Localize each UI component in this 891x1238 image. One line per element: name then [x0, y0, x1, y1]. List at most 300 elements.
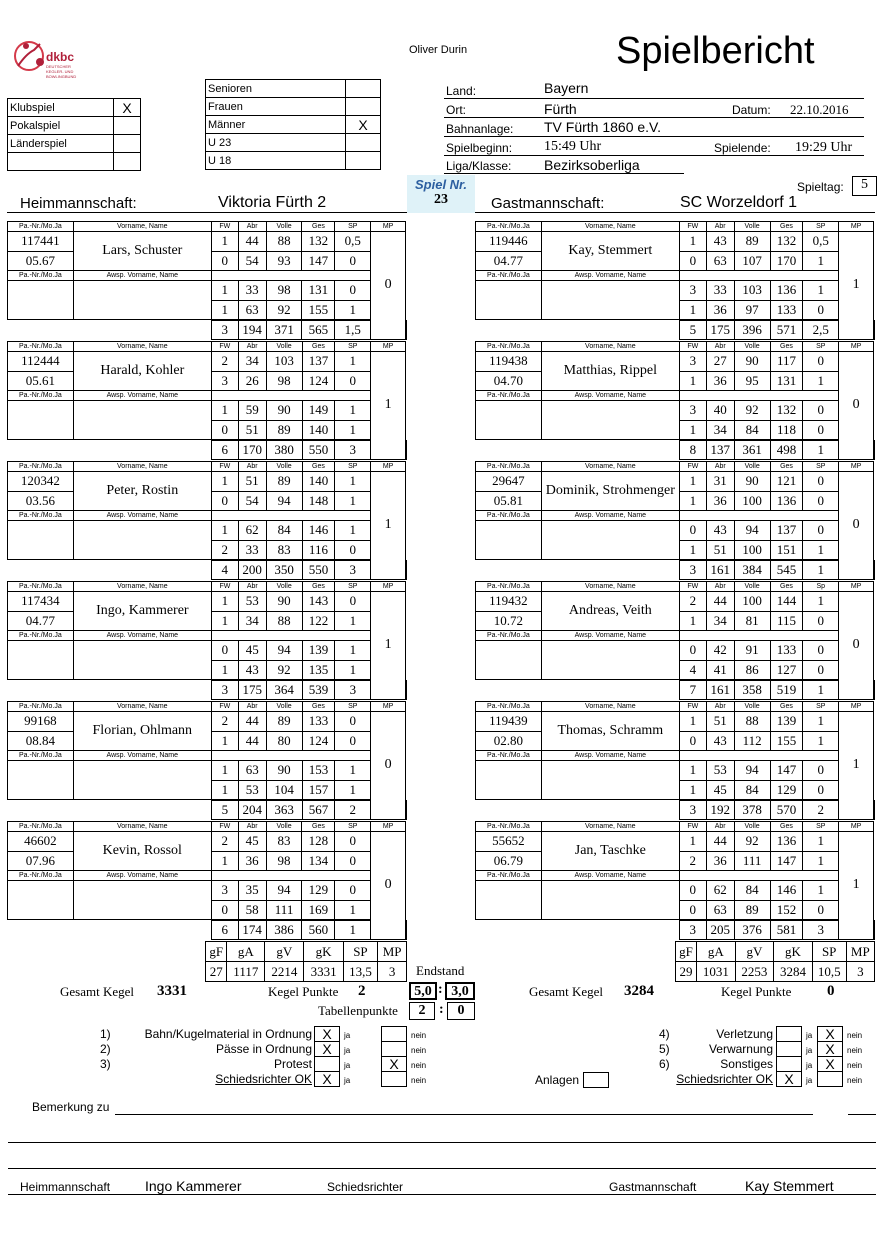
blank	[541, 560, 679, 580]
blank	[679, 751, 838, 761]
blank	[211, 631, 370, 641]
abr-value: 43	[238, 660, 266, 680]
birth-date: 07.96	[8, 851, 74, 871]
name-header: Vorname, Name	[541, 222, 679, 232]
volle-value: 103	[266, 352, 302, 372]
ges-value: 147	[770, 851, 803, 871]
player-name: Kay, Stemmert	[541, 232, 679, 271]
away-kp-label: Kegel Punkte	[721, 984, 792, 999]
fw-value: 1	[679, 300, 706, 320]
remark-line	[8, 1168, 876, 1169]
fw-header: FW	[211, 702, 238, 712]
category-label: Frauen	[206, 98, 346, 116]
pass-header: Pa.-Nr./Mo.Ja	[476, 271, 542, 281]
blank	[679, 511, 838, 521]
pass-header: Pa.-Nr./Mo.Ja	[476, 871, 542, 881]
totals-value: 3	[378, 962, 407, 982]
total-sp: 1	[335, 920, 371, 940]
blank	[476, 641, 542, 680]
totals-header: SP	[343, 942, 378, 962]
pass-header: Pa.-Nr./Mo.Ja	[8, 342, 74, 352]
total-volle: 371	[266, 320, 302, 340]
blank	[541, 881, 679, 920]
fw-value: 1	[679, 832, 706, 852]
volle-value: 100	[734, 592, 770, 612]
ort-value: Fürth	[544, 101, 577, 117]
blank	[8, 761, 74, 800]
ges-value: 132	[302, 232, 335, 252]
mp-value: 0	[839, 592, 874, 700]
sp-value: 1	[803, 881, 839, 901]
sp-header: SP	[803, 342, 839, 352]
logo-icon	[12, 36, 48, 74]
abr-value: 63	[706, 251, 734, 271]
check-no-box[interactable]: X	[381, 1056, 407, 1072]
blank	[476, 761, 542, 800]
totals-header: gA	[697, 942, 736, 962]
volle-value: 98	[266, 851, 302, 871]
ges-value: 153	[302, 761, 335, 781]
fw-value: 1	[211, 592, 238, 612]
away-team-name: SC Worzeldorf 1	[680, 194, 798, 211]
total-abr: 175	[238, 680, 266, 700]
check-no-box[interactable]	[381, 1071, 407, 1087]
pass-header: Pa.-Nr./Mo.Ja	[8, 822, 74, 832]
check-no-box[interactable]	[381, 1026, 407, 1042]
land-value: Bayern	[544, 80, 589, 96]
total-volle: 384	[734, 560, 770, 580]
sp-header: SP	[803, 462, 839, 472]
sp-value: 1	[803, 540, 839, 560]
blank	[476, 401, 542, 440]
game-type-label: Pokalspiel	[8, 117, 114, 135]
ges-value: 129	[770, 780, 803, 800]
game-type-label: Klubspiel	[8, 99, 114, 117]
fw-value: 0	[679, 641, 706, 661]
category-mark[interactable]	[346, 98, 381, 116]
total-ges: 581	[770, 920, 803, 940]
volle-value: 111	[266, 900, 302, 920]
ges-value: 124	[302, 371, 335, 391]
category-box	[205, 79, 381, 170]
volle-value: 90	[266, 401, 302, 421]
abr-value: 59	[238, 401, 266, 421]
check-no-box[interactable]	[817, 1071, 843, 1087]
fw-value: 3	[679, 352, 706, 372]
check-label: Pässe in Ordnung	[215, 1042, 312, 1056]
abr-value: 36	[706, 300, 734, 320]
abr-value: 36	[706, 851, 734, 871]
totals-header: gK	[774, 942, 813, 962]
player-name: Florian, Ohlmann	[73, 712, 211, 751]
sp-value: 0	[335, 712, 371, 732]
fw-value: 1	[679, 540, 706, 560]
ges-value: 133	[770, 641, 803, 661]
ges-header: Ges	[302, 222, 335, 232]
fw-header: FW	[211, 222, 238, 232]
mp-header: MP	[839, 702, 874, 712]
ges-value: 143	[302, 592, 335, 612]
abr-value: 35	[238, 881, 266, 901]
sp-value: 1	[803, 281, 839, 301]
totals-value: 27	[206, 962, 227, 982]
category-mark[interactable]	[346, 80, 381, 98]
volle-header: Volle	[734, 222, 770, 232]
abr-value: 51	[238, 472, 266, 492]
no-label: nein	[847, 1076, 863, 1085]
home-kp-label: Kegel Punkte	[268, 984, 339, 999]
volle-value: 95	[734, 371, 770, 391]
volle-value: 104	[266, 780, 302, 800]
volle-value: 83	[266, 832, 302, 852]
game-type-mark[interactable]: X	[114, 99, 141, 117]
sp-value: 1	[335, 401, 371, 421]
total-abr: 205	[706, 920, 734, 940]
totals-header: SP	[812, 942, 846, 962]
volle-value: 84	[734, 881, 770, 901]
volle-value: 111	[734, 851, 770, 871]
total-volle: 364	[266, 680, 302, 700]
ges-value: 137	[302, 352, 335, 372]
name-header: Vorname, Name	[541, 462, 679, 472]
check-no-box[interactable]: X	[817, 1056, 843, 1072]
info-rule	[444, 155, 864, 156]
blank	[211, 871, 370, 881]
total-fw: 5	[679, 320, 706, 340]
awsp-header: Awsp. Vorname, Name	[541, 271, 679, 281]
birth-date: 08.84	[8, 731, 74, 751]
check-yes-box[interactable]	[776, 1026, 802, 1042]
abr-value: 34	[706, 611, 734, 631]
total-sp: 1	[803, 680, 839, 700]
total-fw: 3	[211, 680, 238, 700]
liga-value: Bezirksoberliga	[544, 157, 640, 173]
ges-value: 140	[302, 472, 335, 492]
blank	[874, 440, 875, 460]
birth-date: 04.77	[476, 251, 542, 271]
sp-value: 0	[803, 521, 839, 541]
ges-value: 115	[770, 611, 803, 631]
total-volle: 378	[734, 800, 770, 820]
ges-value: 118	[770, 420, 803, 440]
volle-value: 88	[266, 611, 302, 631]
sp-value: 0	[803, 352, 839, 372]
volle-value: 86	[734, 660, 770, 680]
game-type-mark[interactable]	[114, 135, 141, 153]
pass-number: 117441	[8, 232, 74, 252]
fw-value: 1	[211, 851, 238, 871]
awsp-header: Awsp. Vorname, Name	[73, 511, 211, 521]
blank	[406, 440, 407, 460]
sp-header: SP	[803, 702, 839, 712]
blank	[73, 761, 211, 800]
ges-header: Ges	[770, 222, 803, 232]
birth-date: 05.81	[476, 491, 542, 511]
bemerkung-label: Bemerkung zu	[32, 1100, 110, 1114]
category-label: Männer	[206, 116, 346, 134]
spieltag-value: 5	[852, 176, 877, 196]
total-abr: 194	[238, 320, 266, 340]
datum-value: 22.10.2016	[790, 102, 849, 117]
pass-number: 120342	[8, 472, 74, 492]
liga-label: Liga/Klasse:	[446, 159, 512, 173]
fw-value: 1	[211, 300, 238, 320]
player-block	[475, 461, 875, 580]
sp-value: 0	[803, 300, 839, 320]
player-block	[475, 821, 875, 940]
check-yes-box[interactable]: X	[314, 1041, 340, 1057]
no-label: nein	[411, 1076, 427, 1085]
total-abr: 170	[238, 440, 266, 460]
fw-value: 1	[679, 712, 706, 732]
ges-value: 139	[770, 712, 803, 732]
total-fw: 3	[679, 800, 706, 820]
fw-value: 1	[211, 780, 238, 800]
sp-value: 1	[335, 472, 371, 492]
check-yes-box[interactable]	[314, 1056, 340, 1072]
blank	[476, 800, 542, 820]
info-rule	[444, 98, 864, 99]
volle-value: 100	[734, 491, 770, 511]
check-yes-box[interactable]: X	[314, 1026, 340, 1042]
category-mark[interactable]: X	[346, 116, 381, 134]
check-yes-box[interactable]: X	[314, 1071, 340, 1087]
pass-number: 29647	[476, 472, 542, 492]
blank	[541, 281, 679, 320]
abr-value: 27	[706, 352, 734, 372]
pass-number: 119438	[476, 352, 542, 372]
sp-value: 0	[335, 851, 371, 871]
check-yes-box[interactable]: X	[776, 1071, 802, 1087]
blank	[476, 560, 542, 580]
player-block	[475, 341, 875, 460]
blank	[541, 680, 679, 700]
player-name: Andreas, Veith	[541, 592, 679, 631]
pass-number: 46602	[8, 832, 74, 852]
sp-header: SP	[335, 582, 371, 592]
check-no-box[interactable]: X	[817, 1026, 843, 1042]
fw-value: 1	[211, 401, 238, 421]
blank	[8, 641, 74, 680]
abr-value: 34	[706, 420, 734, 440]
totals-header: gA	[227, 942, 265, 962]
pass-header: Pa.-Nr./Mo.Ja	[8, 222, 74, 232]
pass-header: Pa.-Nr./Mo.Ja	[8, 462, 74, 472]
sp-value: 1	[803, 371, 839, 391]
volle-value: 89	[266, 472, 302, 492]
volle-header: Volle	[266, 222, 302, 232]
game-type-mark[interactable]	[114, 117, 141, 135]
pass-number: 99168	[8, 712, 74, 732]
pass-number: 55652	[476, 832, 542, 852]
category-label: U 23	[206, 134, 346, 152]
abr-value: 45	[238, 641, 266, 661]
ges-value: 139	[302, 641, 335, 661]
check-number: 4)	[659, 1027, 670, 1041]
volle-header: Volle	[734, 342, 770, 352]
volle-value: 90	[266, 592, 302, 612]
sp-value: 0	[803, 641, 839, 661]
sp-value: 1	[335, 352, 371, 372]
tabellenpunkte-colon: :	[439, 1002, 444, 1017]
sp-value: 0,5	[803, 232, 839, 252]
blank	[8, 560, 74, 580]
sp-value: 1	[335, 660, 371, 680]
anlagen-checkbox[interactable]	[583, 1072, 609, 1088]
sp-value: 1	[335, 761, 371, 781]
sp-header: SP	[335, 822, 371, 832]
sig-ref-label: Schiedsrichter	[327, 1180, 404, 1194]
spieltag-label: Spieltag:	[797, 180, 844, 194]
blank	[541, 521, 679, 560]
check-label: Sonstiges	[720, 1057, 773, 1071]
check-number: 3)	[100, 1057, 111, 1071]
sp-header: Sp	[803, 582, 839, 592]
sp-value: 1	[335, 780, 371, 800]
abr-value: 43	[706, 731, 734, 751]
total-volle: 350	[266, 560, 302, 580]
check-label: Bahn/Kugelmaterial in Ordnung	[144, 1027, 312, 1041]
pass-header: Pa.-Nr./Mo.Ja	[476, 222, 542, 232]
check-yes-box[interactable]	[776, 1056, 802, 1072]
ges-header: Ges	[770, 582, 803, 592]
away-kp-value: 0	[827, 983, 835, 999]
blank	[211, 271, 370, 281]
fw-value: 0	[679, 881, 706, 901]
volle-header: Volle	[266, 342, 302, 352]
spiel-nr-box	[407, 175, 475, 213]
abr-value: 45	[238, 832, 266, 852]
ges-value: 124	[302, 731, 335, 751]
check-label: Verwarnung	[708, 1042, 773, 1056]
totals-header: gF	[676, 942, 697, 962]
sp-header: SP	[335, 462, 371, 472]
ende-label: Spielende:	[714, 141, 771, 155]
info-rule	[444, 173, 684, 174]
blank	[476, 521, 542, 560]
totals-value: 29	[676, 962, 697, 982]
blank	[8, 521, 74, 560]
volle-value: 94	[734, 761, 770, 781]
blank	[73, 440, 211, 460]
blank	[541, 440, 679, 460]
away-gesamt-label: Gesamt Kegel	[529, 984, 604, 999]
mp-header: MP	[371, 582, 406, 592]
fw-header: FW	[679, 462, 706, 472]
blank	[541, 401, 679, 440]
fw-value: 1	[679, 420, 706, 440]
blank	[406, 560, 407, 580]
abr-value: 62	[706, 881, 734, 901]
ges-header: Ges	[302, 822, 335, 832]
game-type-label: Länderspiel	[8, 135, 114, 153]
abr-value: 36	[238, 851, 266, 871]
pass-header: Pa.-Nr./Mo.Ja	[476, 631, 542, 641]
category-mark[interactable]	[346, 152, 381, 170]
mp-header: MP	[371, 342, 406, 352]
check-no-box[interactable]	[381, 1041, 407, 1057]
sp-value: 0	[335, 731, 371, 751]
blank	[8, 401, 74, 440]
ges-value: 155	[302, 300, 335, 320]
signature-line	[8, 1194, 876, 1195]
blank	[541, 320, 679, 340]
fw-value: 1	[211, 611, 238, 631]
abr-value: 51	[706, 540, 734, 560]
pass-number: 119432	[476, 592, 542, 612]
blank	[211, 511, 370, 521]
category-mark[interactable]	[346, 134, 381, 152]
ges-value: 136	[770, 832, 803, 852]
fw-header: FW	[211, 462, 238, 472]
sp-value: 1	[803, 731, 839, 751]
player-name: Jan, Taschke	[541, 832, 679, 871]
ges-value: 129	[302, 881, 335, 901]
volle-value: 90	[734, 472, 770, 492]
yes-label: ja	[806, 1031, 813, 1040]
fw-header: FW	[679, 342, 706, 352]
sp-value: 0	[803, 900, 839, 920]
abr-value: 44	[238, 232, 266, 252]
totals-value: 10,5	[812, 962, 846, 982]
tabellenpunkte-label: Tabellenpunkte	[318, 1003, 398, 1018]
ges-value: 140	[302, 420, 335, 440]
total-ges: 567	[302, 800, 335, 820]
anlagen-label: Anlagen	[535, 1073, 580, 1087]
mp-header: MP	[371, 462, 406, 472]
sp-value: 1	[335, 420, 371, 440]
abr-value: 63	[706, 900, 734, 920]
check-yes-box[interactable]	[776, 1041, 802, 1057]
info-rule	[444, 117, 864, 118]
volle-value: 94	[266, 641, 302, 661]
abr-value: 31	[706, 472, 734, 492]
blank	[679, 631, 838, 641]
fw-value: 1	[211, 761, 238, 781]
fw-value: 2	[211, 540, 238, 560]
total-volle: 361	[734, 440, 770, 460]
name-header: Vorname, Name	[73, 582, 211, 592]
fw-header: FW	[211, 582, 238, 592]
blank	[679, 871, 838, 881]
mp-value: 1	[371, 592, 406, 700]
fw-value: 0	[211, 251, 238, 271]
pass-number: 112444	[8, 352, 74, 372]
blank	[406, 320, 407, 340]
mp-value: 0	[371, 232, 406, 340]
blank	[476, 440, 542, 460]
volle-value: 92	[266, 660, 302, 680]
volle-value: 94	[266, 491, 302, 511]
volle-value: 84	[734, 420, 770, 440]
game-type-mark[interactable]	[114, 153, 141, 171]
check-label: Protest	[273, 1057, 312, 1071]
volle-value: 100	[734, 540, 770, 560]
fw-value: 1	[679, 491, 706, 511]
fw-value: 0	[211, 900, 238, 920]
check-no-box[interactable]: X	[817, 1041, 843, 1057]
abr-value: 36	[706, 371, 734, 391]
totals-value: 3284	[774, 962, 813, 982]
total-fw: 4	[211, 560, 238, 580]
mp-value: 1	[839, 832, 874, 940]
sp-value: 0	[803, 491, 839, 511]
blank	[8, 680, 74, 700]
sp-value: 1	[803, 712, 839, 732]
player-block	[475, 581, 875, 700]
mp-header: MP	[371, 822, 406, 832]
blank	[476, 881, 542, 920]
